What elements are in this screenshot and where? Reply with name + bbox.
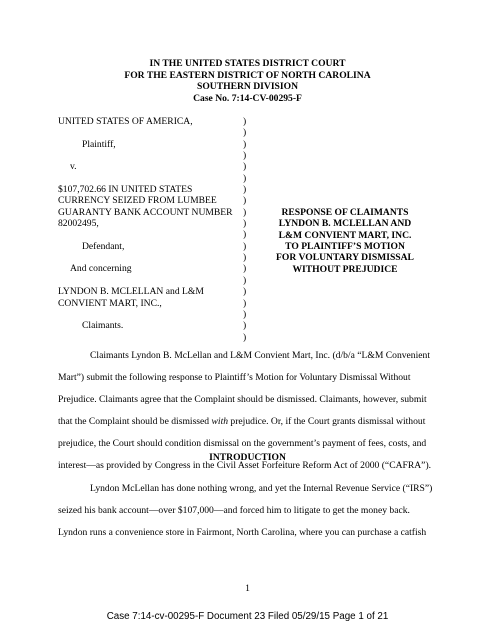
caption-line — [58, 173, 236, 184]
caption-parentheses — [243, 116, 251, 343]
caption-paren: ) — [243, 161, 247, 173]
title-line: WITHOUT PREJUDICE — [292, 263, 398, 275]
paragraph-line — [58, 411, 440, 433]
title-line: L&M CONVIENT MART, INC. — [278, 229, 412, 241]
paragraph-line: Lyndon McLellan has done nothing wrong, and yet the Internal Revenue Service (“IRS”) — [90, 483, 433, 494]
caption-line — [58, 275, 236, 286]
text-segment: that the Complaint should be dismissed — [58, 416, 212, 427]
caption-line: LYNDON B. MCLELLAN and L&M — [58, 286, 204, 298]
paragraph-line: seized his bank account—over $107,000—and forced him to litigate to get the money back. — [58, 505, 410, 516]
caption-line: Defendant, — [82, 240, 125, 252]
caption-line: $107,702.66 IN UNITED STATES — [58, 184, 193, 196]
caption-paren: ) — [243, 150, 247, 162]
caption-paren: ) — [243, 184, 247, 196]
paragraph-line: interest—as provided by Congress in the Civil Asset Forfeiture Reform Act of 2000 (“CAFRA”). — [58, 460, 432, 471]
title-line: TO PLAINTIFF’S MOTION — [285, 241, 405, 253]
paragraph-line: Prejudice. Claimants agree that the Complaint should be dismissed. Claimants, however, submit — [58, 394, 427, 405]
caption-paren: ) — [243, 297, 247, 309]
caption-paren: ) — [243, 195, 247, 207]
caption-line: v. — [70, 161, 77, 173]
caption-line: UNITED STATES OF AMERICA, — [58, 116, 193, 127]
district-name: FOR THE EASTERN DISTRICT OF NORTH CAROLINA — [124, 69, 371, 81]
caption-line: 82002495, — [58, 218, 99, 230]
page-number: 1 — [245, 583, 250, 594]
caption-line — [58, 252, 236, 263]
caption-line: CONVIENT MART, INC., — [58, 297, 162, 309]
caption-line: And concerning — [70, 263, 132, 275]
caption-line — [58, 229, 236, 240]
caption-parties — [58, 116, 236, 343]
caption-paren: ) — [243, 286, 247, 298]
case-number: Case No. 7:14-CV-00295-F — [193, 92, 302, 104]
caption-line: Claimants. — [82, 320, 124, 332]
filing-footer: Case 7:14-cv-00295-F Document 23 Filed 05/29/15 Page 1 of 21 — [106, 611, 389, 622]
paragraph-line: Claimants Lyndon B. McLellan and L&M Convient Mart, Inc. (d/b/a “L&M Convenient — [90, 350, 430, 361]
caption-line: CURRENCY SEIZED FROM LUMBEE — [58, 195, 217, 207]
caption-paren: ) — [243, 229, 247, 241]
section-heading: INTRODUCTION — [209, 452, 286, 463]
caption-paren: ) — [243, 127, 247, 139]
caption-paren: ) — [243, 252, 247, 264]
text-segment: prejudice. Or, if the Court grants dismissal without — [228, 416, 426, 427]
caption-paren: ) — [243, 274, 247, 286]
title-line: LYNDON B. MCLELLAN AND — [278, 218, 412, 230]
paragraph-line: Lyndon runs a convenience store in Fairmont, North Carolina, where you can purchase a catfish — [58, 527, 427, 538]
paragraph-line: prejudice, the Court should condition dismissal on the government’s payment of fees, costs, and — [58, 438, 427, 449]
caption-paren: ) — [243, 308, 247, 320]
caption-line: Plaintiff, — [82, 138, 116, 150]
document-title — [255, 207, 435, 275]
second-paragraph — [58, 478, 440, 544]
court-header — [0, 58, 495, 104]
caption-paren: ) — [243, 218, 247, 230]
caption-paren: ) — [243, 116, 247, 127]
caption-paren: ) — [243, 240, 247, 252]
caption-line — [58, 309, 236, 320]
caption-paren: ) — [243, 331, 247, 343]
caption-line: GUARANTY BANK ACCOUNT NUMBER — [58, 206, 233, 218]
caption-paren: ) — [243, 172, 247, 184]
division-name: SOUTHERN DIVISION — [196, 81, 299, 93]
caption-paren: ) — [243, 138, 247, 150]
caption-paren: ) — [243, 206, 247, 218]
caption-line — [58, 332, 236, 343]
caption-paren: ) — [243, 263, 247, 275]
caption-line — [58, 127, 236, 138]
title-line: FOR VOLUNTARY DISMISSAL — [276, 252, 414, 264]
caption-line — [58, 150, 236, 161]
emphasis-with: with — [211, 416, 229, 427]
court-name: IN THE UNITED STATES DISTRICT COURT — [149, 58, 346, 69]
title-line: RESPONSE OF CLAIMANTS — [281, 207, 409, 218]
caption-paren: ) — [243, 320, 247, 332]
paragraph-line: Mart”) submit the following response to Plaintiff’s Motion for Voluntary Dismissal Without — [58, 372, 411, 383]
